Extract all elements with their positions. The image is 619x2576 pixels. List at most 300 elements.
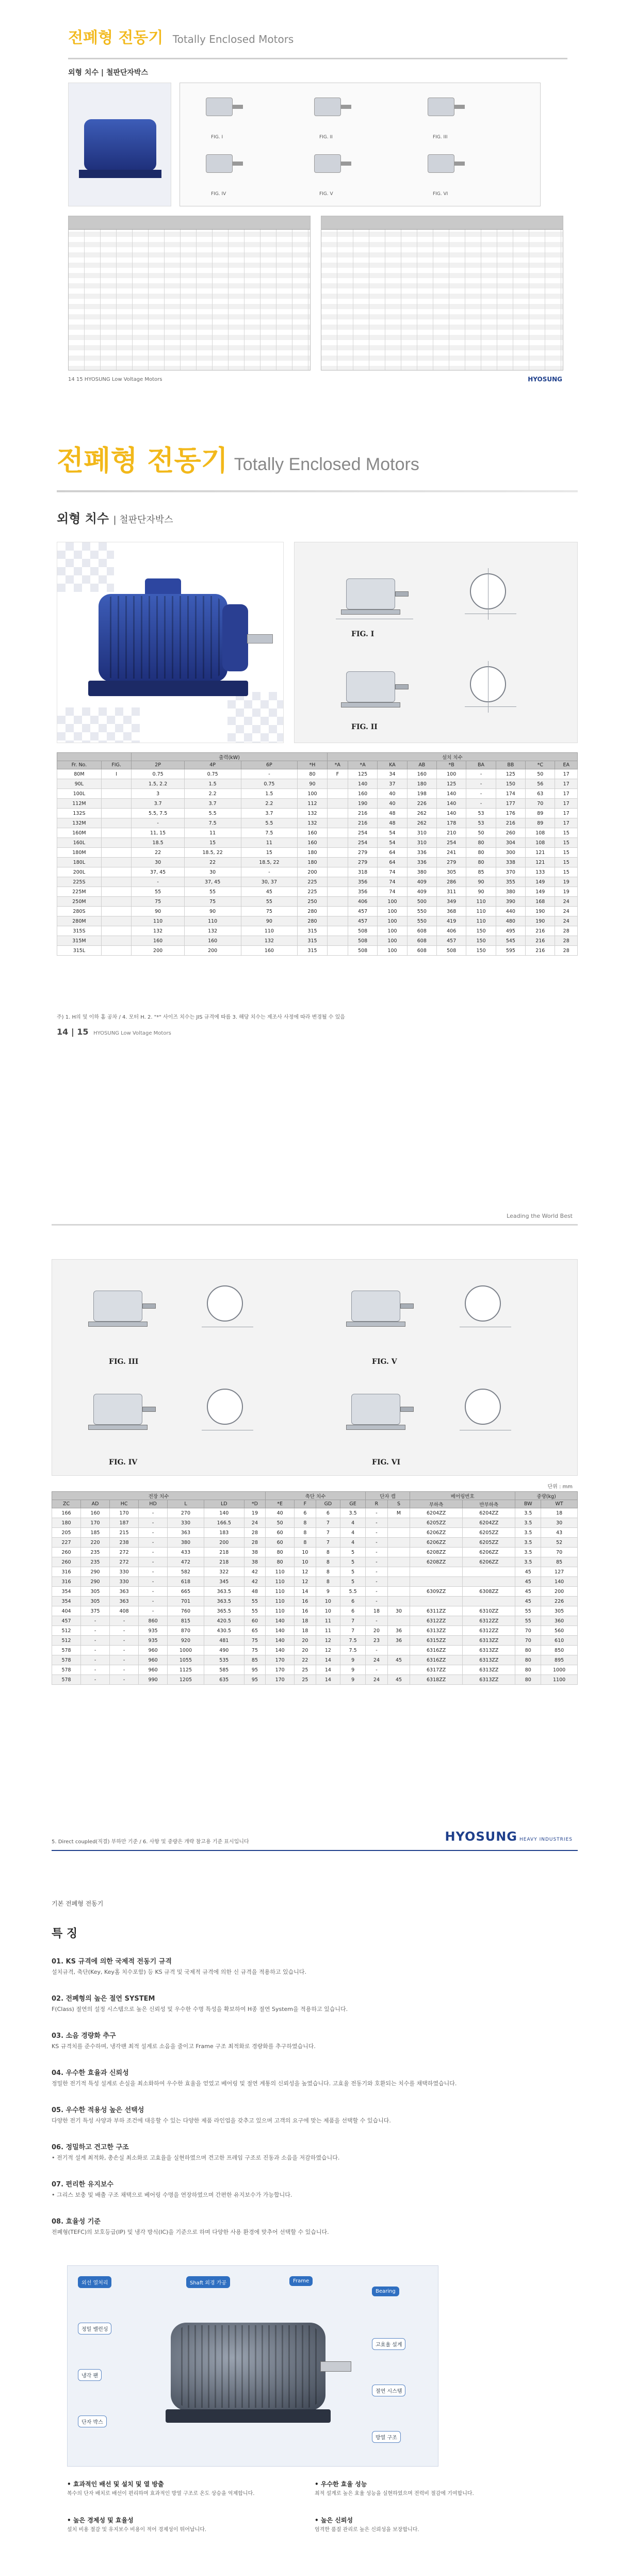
table15-cell: 6312ZZ: [463, 1626, 515, 1636]
table15-cell: -: [139, 1606, 168, 1616]
feature-item-desc: • 그리스 보충 및 배출 구조 채택으로 베어링 수명을 연장하였으며 간편한 유지보수가 가능합니다.: [52, 2192, 292, 2198]
table15-cell: [387, 1616, 410, 1626]
bullet-1-desc: 복수의 단자 배치로 배선이 편리하며 효과적인 방열 구조로 온도 상승을 억제합니다.: [67, 2491, 255, 2497]
table14-cell: 7.5: [241, 828, 298, 838]
table15-cell: 19: [244, 1508, 265, 1518]
table14-cell: 150: [466, 926, 496, 936]
table15-group-weight: 중량(kg): [515, 1492, 578, 1500]
table15-cell: 6208ZZ: [410, 1557, 463, 1567]
table14-cell: 176: [496, 809, 525, 818]
mini-fig-label-6: FIG. VI: [433, 191, 448, 197]
table14-cell: 225M: [57, 887, 102, 897]
table15-cell: 7: [340, 1626, 366, 1636]
table14-cell: 55: [184, 887, 241, 897]
table14-cell: [327, 907, 348, 916]
table15-cell: 6313ZZ: [463, 1665, 515, 1675]
table15-cell: [387, 1518, 410, 1528]
table14-cell: I: [101, 769, 132, 779]
table14-cell: 100L: [57, 789, 102, 799]
figure-3-caption: FIG. III: [109, 1358, 139, 1366]
table15-cell: 6: [295, 1508, 316, 1518]
table15-cell: 935: [139, 1636, 168, 1646]
table14-cell: [327, 828, 348, 838]
table14-col-header: EA: [555, 761, 578, 769]
mini-fig-label-2: FIG. II: [319, 135, 333, 140]
table15-cell: 578: [52, 1675, 81, 1685]
table14-cell: 200: [298, 867, 327, 877]
table15-group-shaft: 축단 치수: [266, 1492, 366, 1500]
table15-row: [52, 1655, 578, 1665]
table15-cell: 363: [168, 1528, 204, 1538]
table14-cell: 178: [437, 818, 466, 828]
feature-item: [52, 2104, 573, 2125]
table15-row: [52, 1557, 578, 1567]
table14-cell: 200: [184, 946, 241, 956]
table14-cell: [101, 779, 132, 789]
table15-cell: -: [365, 1508, 387, 1518]
table15-cell: 457: [52, 1616, 81, 1626]
table15-cell: [463, 1577, 515, 1587]
table14-cell: 419: [437, 916, 466, 926]
feature-item-title: 08. 효율성 기준: [52, 2218, 101, 2226]
bullet-1: [67, 2480, 304, 2498]
table14-cell: 3.7: [241, 809, 298, 818]
table14-cell: 19: [555, 877, 578, 887]
table15-cell: -: [365, 1528, 387, 1538]
table14-cell: 608: [407, 946, 436, 956]
table14-cell: 336: [407, 848, 436, 858]
table15-cell: 8: [316, 1548, 340, 1557]
table14-cell: 75: [132, 897, 184, 907]
table14-cell: 190: [348, 799, 377, 809]
table15-cell: 272: [110, 1548, 139, 1557]
table14-cell: [101, 858, 132, 867]
table15-cell: [387, 1577, 410, 1587]
table14-cell: 355: [496, 877, 525, 887]
table14-cell: 64: [378, 858, 407, 867]
table14-col-header: *A: [348, 761, 377, 769]
table14-cell: 34: [378, 769, 407, 779]
table14-cell: 80: [466, 848, 496, 858]
table14-cell: 11, 15: [132, 828, 184, 838]
table14-cell: 80M: [57, 769, 102, 779]
table14-cell: -: [466, 769, 496, 779]
table15-cell: -: [139, 1587, 168, 1597]
table15-cell: 25: [295, 1665, 316, 1675]
table14-cell: 55: [132, 887, 184, 897]
table15-cell: 9: [340, 1675, 366, 1685]
table15-cell: 6204ZZ: [463, 1508, 515, 1518]
table15-cell: 6313ZZ: [463, 1675, 515, 1685]
table15-col-header: LD: [204, 1500, 244, 1508]
feature-item: [52, 2067, 573, 2088]
table14-cell: 89: [526, 809, 555, 818]
table15-cell: 110: [266, 1577, 295, 1587]
table14-cell: 190: [526, 916, 555, 926]
table15-cell: 404: [52, 1606, 81, 1616]
table14-cell: 390: [496, 897, 525, 907]
table14-cell: [101, 799, 132, 809]
figure-4-caption: FIG. IV: [109, 1458, 138, 1467]
page-title: [57, 439, 419, 478]
feature-item-title: 06. 정밀하고 견고한 구조: [52, 2144, 129, 2151]
table15-cell: 6: [340, 1597, 366, 1606]
spread-subtitle: 외형 치수 | 철판단자박스: [68, 69, 148, 77]
table14-row: [57, 789, 578, 799]
table14-cell: -: [241, 867, 298, 877]
table15-cell: 582: [168, 1567, 204, 1577]
table14-cell: 370: [496, 867, 525, 877]
table14-cell: 177: [496, 799, 525, 809]
table14-cell: 3.7: [184, 799, 241, 809]
table15-cell: 14: [316, 1665, 340, 1675]
table14-cell: 125: [496, 769, 525, 779]
table15-cell: [387, 1528, 410, 1538]
table15-cell: 180: [52, 1518, 81, 1528]
table15-cell: 110: [266, 1567, 295, 1577]
dimension-figures-3-6: [52, 1259, 578, 1476]
table15-col-header: R: [365, 1500, 387, 1508]
table14-cell: 310: [407, 828, 436, 838]
leading-slogan: Leading the World Best: [507, 1213, 573, 1219]
table14-cell: -: [466, 799, 496, 809]
table14-cell: 168: [526, 897, 555, 907]
table15-cell: 472: [168, 1557, 204, 1567]
table-footnote: 주) 1. H의 및 이하 홈 공차 / 4. 모터 H. 2. "*" 사이즈 치수는 JIS 규격에 따름 3. 해당 치수는 제조사 사정에 따라 변경될 수 있음: [57, 1015, 345, 1020]
table15-col-header: 반부하측: [463, 1500, 515, 1508]
table14-cell: 70: [526, 799, 555, 809]
table14-cell: 100: [298, 789, 327, 799]
table14-cell: 216: [348, 818, 377, 828]
mini-fig-4: [201, 150, 247, 179]
table14-cell: 75: [184, 897, 241, 907]
table15-cell: 36: [387, 1626, 410, 1636]
table15-cell: 55: [515, 1616, 541, 1626]
table15-cell: 205: [52, 1528, 81, 1538]
table14-cell: 112: [298, 799, 327, 809]
table14-cell: [101, 916, 132, 926]
bullet-4-desc: 엄격한 품질 관리로 높은 신뢰성을 보장합니다.: [315, 2527, 419, 2533]
table15-cell: 990: [139, 1675, 168, 1685]
table14-cell: 315L: [57, 946, 102, 956]
figure-5-caption: FIG. V: [372, 1358, 397, 1366]
table15-cell: 80: [515, 1665, 541, 1675]
table15-cell: 1000: [541, 1665, 578, 1675]
page-title-ko: 전폐형 전동기: [57, 444, 228, 477]
table14-row: [57, 936, 578, 946]
table14-cell: 132: [298, 809, 327, 818]
table15-cell: 354: [52, 1597, 81, 1606]
table15-col-header: 부하측: [410, 1500, 463, 1508]
table15-cell: 895: [541, 1655, 578, 1665]
table14-col-header: 2P: [132, 761, 184, 769]
table14-group-output: 출력(kW): [132, 753, 327, 761]
table14-cell: 495: [496, 926, 525, 936]
section-subtitle-main: 외형 치수: [57, 511, 109, 526]
table15-cell: 635: [204, 1675, 244, 1685]
table15-row: [52, 1567, 578, 1577]
table15-cell: 6315ZZ: [410, 1636, 463, 1646]
table14-cell: [101, 877, 132, 887]
table15-cell: 65: [244, 1626, 265, 1636]
table15-cell: 40: [266, 1508, 295, 1518]
table14-cell: 149: [526, 887, 555, 897]
table14-cell: 216: [526, 946, 555, 956]
table14-cell: 132: [298, 818, 327, 828]
table15-cell: 6206ZZ: [463, 1557, 515, 1567]
table15-cell: 6204ZZ: [463, 1518, 515, 1528]
table14-cell: 19: [555, 887, 578, 897]
table14-cell: 300: [496, 848, 525, 858]
callout-9: 절연 시스템: [372, 2385, 405, 2396]
table15-cell: [387, 1597, 410, 1606]
table14-cell: 0.75: [132, 769, 184, 779]
table14-row: [57, 769, 578, 779]
table15-cell: 920: [168, 1636, 204, 1646]
table15-cell: -: [365, 1538, 387, 1548]
table15-cell: 4: [340, 1518, 366, 1528]
table14-cell: 17: [555, 789, 578, 799]
page-number-text: 14 | 15: [57, 1027, 89, 1037]
table14-cell: [101, 789, 132, 799]
table15-cell: 360: [541, 1616, 578, 1626]
table14-cell: 180: [298, 858, 327, 867]
table14-cell: 160: [348, 789, 377, 799]
table15-cell: 10: [316, 1606, 340, 1616]
table15-row: [52, 1548, 578, 1557]
table14-col-header: *A: [327, 761, 348, 769]
table15-cell: 9: [316, 1587, 340, 1597]
mini-fig-label-4: FIG. IV: [211, 191, 226, 197]
table15-cell: 10: [316, 1597, 340, 1606]
table14-cell: 48: [378, 818, 407, 828]
table15-cell: 12: [316, 1636, 340, 1646]
table15-cell: 170: [81, 1518, 110, 1528]
table14-cell: 100: [437, 769, 466, 779]
catalog-spread-thumbnail: [52, 15, 578, 418]
table15-cell: 6313ZZ: [463, 1655, 515, 1665]
table14-cell: 100: [378, 936, 407, 946]
table15-cell: 170: [266, 1665, 295, 1675]
table15-cell: 170: [266, 1655, 295, 1665]
table15-cell: -: [139, 1538, 168, 1548]
bullet-4: [315, 2516, 552, 2534]
table15-cell: -: [139, 1557, 168, 1567]
table15-cell: 1100: [541, 1675, 578, 1685]
spread-title: [68, 25, 294, 47]
table15-cell: 18: [295, 1626, 316, 1636]
table14-cell: 280S: [57, 907, 102, 916]
table14-cell: 22: [132, 848, 184, 858]
table15-cell: 218: [204, 1548, 244, 1557]
table15-cell: 6206ZZ: [410, 1528, 463, 1538]
table15-cell: 578: [52, 1646, 81, 1655]
table14-cell: 280M: [57, 916, 102, 926]
bullet-2: [315, 2480, 552, 2498]
table15-col-header: F: [295, 1500, 316, 1508]
table15-cell: 12: [316, 1646, 340, 1655]
table15-cell: -: [110, 1616, 139, 1626]
table14-cell: 140: [437, 799, 466, 809]
table14-cell: 5.5: [184, 809, 241, 818]
table15-cell: 11: [316, 1616, 340, 1626]
table15-cell: 4: [340, 1538, 366, 1548]
table15-cell: 38: [244, 1548, 265, 1557]
table15-cell: [387, 1548, 410, 1557]
table15-cell: 187: [110, 1518, 139, 1528]
table15-cell: -: [81, 1636, 110, 1646]
table15-cell: -: [365, 1577, 387, 1587]
table14-cell: 56: [526, 779, 555, 789]
table15-cell: 6205ZZ: [463, 1528, 515, 1538]
table15-cell: 43: [541, 1528, 578, 1538]
table14-cell: 508: [348, 946, 377, 956]
feature-item: [52, 2216, 573, 2236]
table14-cell: 409: [407, 877, 436, 887]
table15-cell: 1125: [168, 1665, 204, 1675]
table15-cell: 16: [295, 1606, 316, 1616]
table14-cell: 132S: [57, 809, 102, 818]
table14-cell: 108: [526, 828, 555, 838]
table14-cell: 7.5: [184, 818, 241, 828]
table14-cell: 216: [348, 809, 377, 818]
table15-cell: 160: [81, 1508, 110, 1518]
table15-cell: 322: [204, 1567, 244, 1577]
table14-cell: 110: [466, 916, 496, 926]
table15-cell: 3.5: [340, 1508, 366, 1518]
features-kicker: 기본 전폐형 전동기: [52, 1900, 104, 1907]
table15-cell: 260: [52, 1557, 81, 1567]
table15-cell: 16: [295, 1597, 316, 1606]
table15-cell: -: [365, 1548, 387, 1557]
bullet-4-title: • 높은 신뢰성: [315, 2517, 353, 2524]
table15-cell: 9: [340, 1665, 366, 1675]
table15-cell: 24: [365, 1675, 387, 1685]
table14-cell: 110: [466, 907, 496, 916]
table14-cell: 75: [241, 907, 298, 916]
mini-fig-label-3: FIG. III: [433, 135, 448, 140]
table14-cell: [101, 907, 132, 916]
table14-cell: 132: [184, 926, 241, 936]
table14-col-header: 4P: [184, 761, 241, 769]
table15-row: [52, 1597, 578, 1606]
table14-cell: 315: [298, 936, 327, 946]
table14-cell: 216: [526, 936, 555, 946]
feature-item: [52, 2142, 573, 2162]
spread-tables: [68, 216, 563, 371]
table14-cell: 80: [298, 769, 327, 779]
table15-col-header: S: [387, 1500, 410, 1508]
table15-row: [52, 1606, 578, 1616]
table15-cell: 7: [340, 1616, 366, 1626]
table14-cell: 225: [298, 887, 327, 897]
table14-row: [57, 946, 578, 956]
table15-cell: 80: [515, 1655, 541, 1665]
table15-cell: 22: [295, 1655, 316, 1665]
table15-cell: 10: [295, 1557, 316, 1567]
table14-cell: 132: [241, 936, 298, 946]
table15-cell: 7: [316, 1538, 340, 1548]
table15-cell: 433: [168, 1548, 204, 1557]
table15-cell: 363: [110, 1597, 139, 1606]
table15-row: [52, 1587, 578, 1597]
table14-col-header: *B: [437, 761, 466, 769]
table14-col-header: FIG.: [101, 761, 132, 769]
table15-cell: 9: [340, 1655, 366, 1665]
table15-cell: 6205ZZ: [410, 1518, 463, 1528]
page-14: [52, 439, 578, 1202]
table14-cell: 15: [555, 838, 578, 848]
table14-cell: 595: [496, 946, 525, 956]
features-section: [52, 1899, 578, 2565]
table15-cell: 935: [139, 1626, 168, 1636]
table15-cell: 5.5: [340, 1587, 366, 1597]
spread-title-ko: 전폐형 전동기: [68, 29, 164, 47]
feature-item-desc: 다양한 전기 특성 사양과 부하 조건에 대응할 수 있는 다양한 제품 라인업을 갖추고 있으며 고객의 요구에 맞는 제품을 선택할 수 있습니다.: [52, 2117, 391, 2124]
table14-cell: 160: [132, 936, 184, 946]
table14-cell: 608: [407, 936, 436, 946]
table14-cell: 150: [496, 779, 525, 789]
table15-cell: 1205: [168, 1675, 204, 1685]
table14-cell: 15: [555, 858, 578, 867]
table15-cell: -: [110, 1655, 139, 1665]
bullet-2-desc: 최적 설계로 높은 효율 성능을 실현하였으며 전력비 절감에 기여합니다.: [315, 2491, 474, 2497]
table15-cell: 578: [52, 1665, 81, 1675]
table15-cell: 70: [515, 1626, 541, 1636]
table15-cell: 140: [266, 1626, 295, 1636]
table15-cell: [387, 1665, 410, 1675]
table14-cell: 24: [555, 907, 578, 916]
table14-cell: 28: [555, 926, 578, 936]
table14-group-install: 설치 치수: [327, 753, 577, 761]
table14-row: [57, 818, 578, 828]
table15-cell: 55: [244, 1606, 265, 1616]
table15-cell: 45: [515, 1577, 541, 1587]
table14-cell: 336: [407, 858, 436, 867]
table14-cell: [327, 809, 348, 818]
table14-cell: 380: [407, 867, 436, 877]
table15-cell: 272: [110, 1557, 139, 1567]
table15-cell: 481: [204, 1636, 244, 1646]
table15-cell: 870: [168, 1626, 204, 1636]
table14-cell: [327, 926, 348, 936]
table15-cell: 560: [541, 1626, 578, 1636]
table15-cell: 330: [168, 1518, 204, 1528]
table15-cell: 305: [541, 1606, 578, 1616]
feature-item-title: 02. 전폐형의 높은 절연 SYSTEM: [52, 1995, 155, 2003]
table15-cell: 18: [365, 1606, 387, 1616]
table15-cell: 363.5: [204, 1597, 244, 1606]
table15-col-header: ZC: [52, 1500, 81, 1508]
table14-cell: 140: [348, 779, 377, 789]
table15-cell: 375: [81, 1606, 110, 1616]
table14-cell: 17: [555, 799, 578, 809]
table14-cell: 54: [378, 828, 407, 838]
table15-cell: 45: [387, 1655, 410, 1665]
table14-cell: 74: [378, 887, 407, 897]
table15-cell: -: [81, 1665, 110, 1675]
table15-cell: -: [365, 1597, 387, 1606]
bullet-2-title: • 우수한 효율 성능: [315, 2481, 367, 2488]
table14-cell: 3: [132, 789, 184, 799]
table15-cell: [387, 1567, 410, 1577]
table15-cell: 1055: [168, 1655, 204, 1665]
table14-cell: 280: [298, 916, 327, 926]
table15-cell: [387, 1646, 410, 1655]
bullet-3-title: • 높은 경제성 및 효율성: [67, 2517, 134, 2524]
table14-cell: 149: [526, 877, 555, 887]
table14-cell: 90: [466, 887, 496, 897]
